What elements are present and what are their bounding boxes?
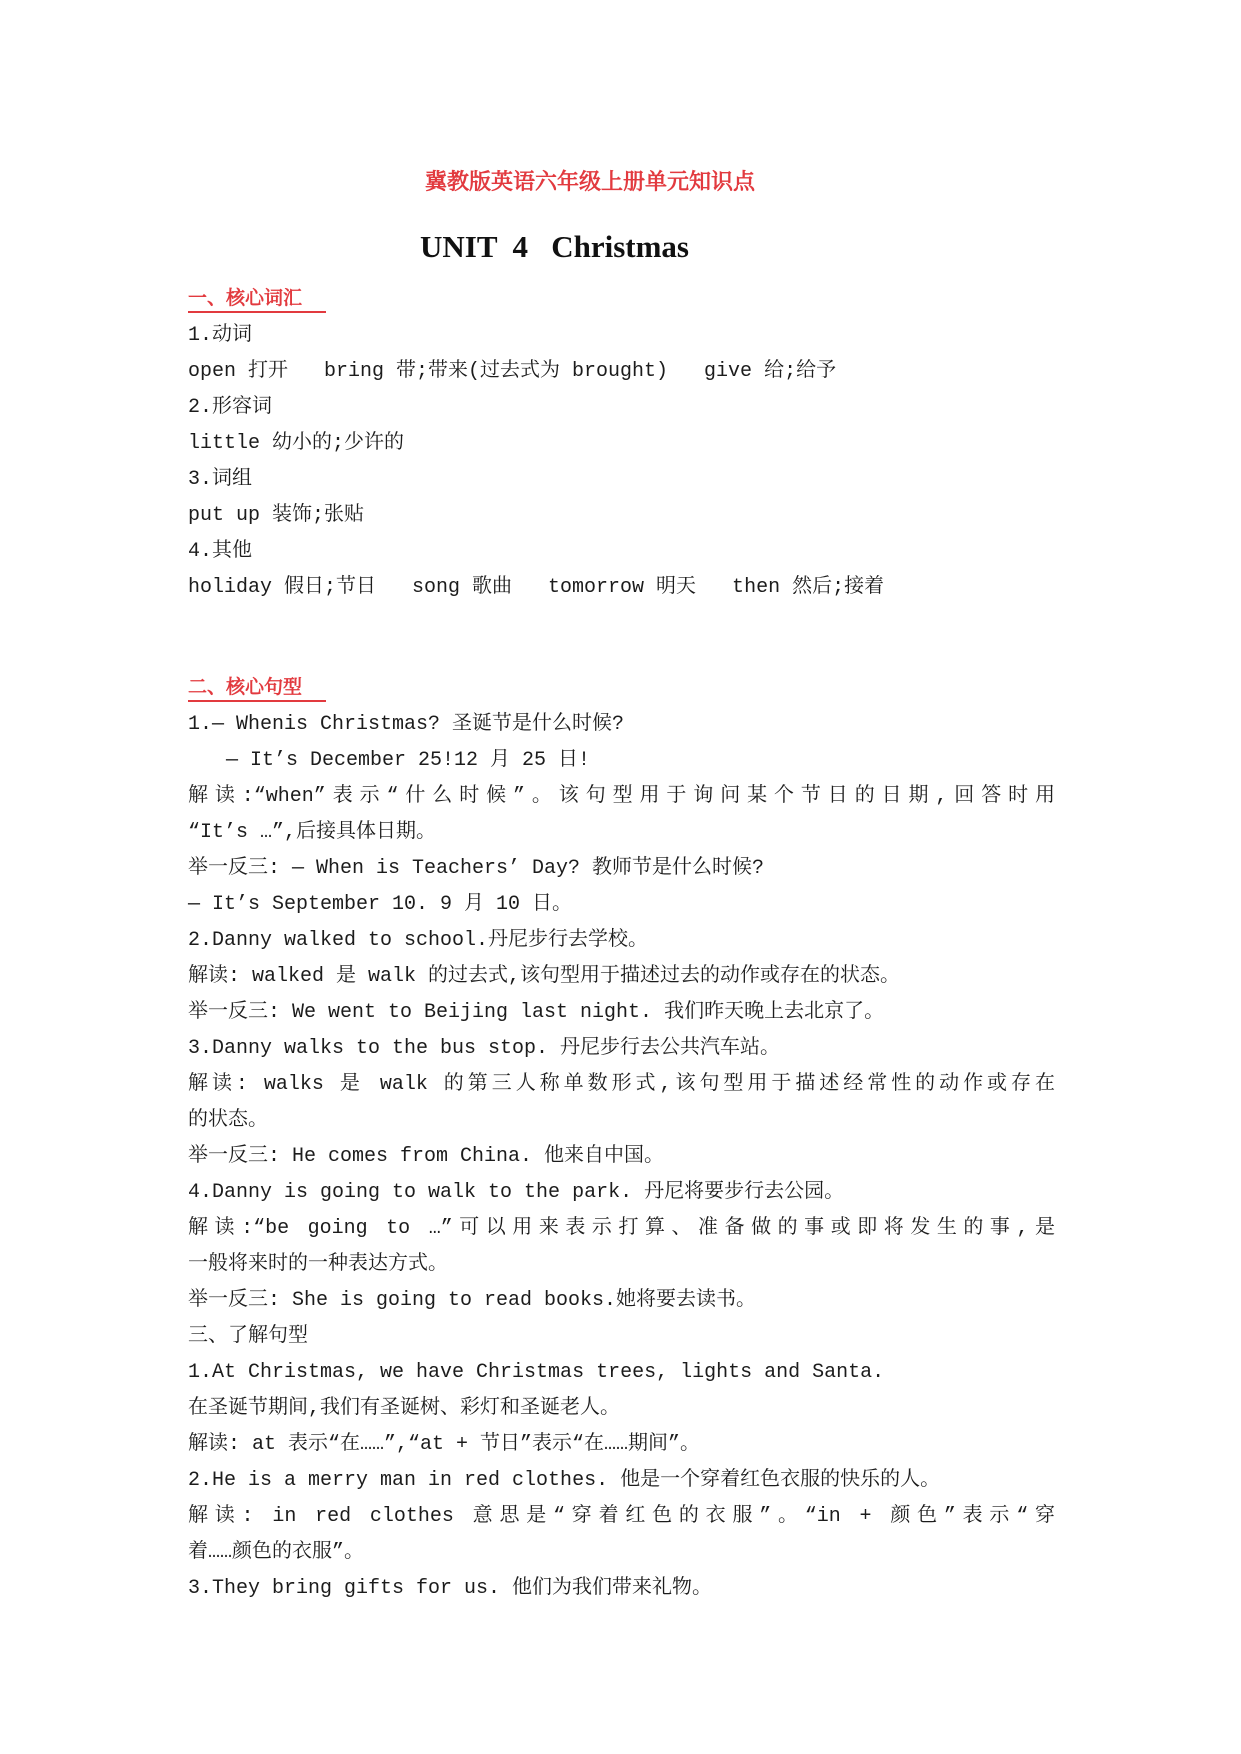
vocab-line: open 打开 bring 带;带来(过去式为 brought) give 给;给予 bbox=[188, 360, 837, 383]
pattern-line: 举一反三: We went to Beijing last night. 我们昨天晚上去北京了。 bbox=[188, 1001, 885, 1024]
pattern-line: 的状态。 bbox=[188, 1109, 268, 1132]
pattern-line: — It’s December 25!12 月 25 日! bbox=[226, 749, 591, 772]
section-heading-patterns bbox=[188, 671, 1055, 707]
pattern-line: 解读: walked 是 walk 的过去式,该句型用于描述过去的动作或存在的状态。 bbox=[188, 965, 901, 988]
vocab-line: 4.其他 bbox=[188, 540, 253, 563]
pattern-line: 解读:“when”表示“什么时候”。该句型用于询问某个节日的日期,回答时用 bbox=[188, 785, 1055, 808]
section-heading-vocab-text: 一、核心词汇 bbox=[188, 285, 326, 313]
pattern-line: 4.Danny is going to walk to the park. 丹尼将要步行去公园。 bbox=[188, 1181, 845, 1204]
understand-line: 在圣诞节期间,我们有圣诞树、彩灯和圣诞老人。 bbox=[188, 1397, 621, 1420]
pattern-line: 2.Danny walked to school.丹尼步行去学校。 bbox=[188, 929, 649, 952]
understand-line: 1.At Christmas, we have Christmas trees, lights and Santa. bbox=[188, 1361, 885, 1384]
pattern-line: 举一反三: She is going to read books.她将要去读书。 bbox=[188, 1289, 757, 1312]
pattern-line: 举一反三: — When is Teachers’ Day? 教师节是什么时候? bbox=[188, 857, 765, 880]
pattern-line: 解读: walks 是 walk 的第三人称单数形式,该句型用于描述经常性的动作或存在 bbox=[188, 1073, 1055, 1096]
understand-line: 解读: in red clothes 意思是“穿着红色的衣服”。“in + 颜色”表示“穿 bbox=[188, 1505, 1055, 1528]
pattern-line: 一般将来时的一种表达方式。 bbox=[188, 1253, 448, 1276]
pattern-line: 解读:“be going to …”可以用来表示打算、准备做的事或即将发生的事,是 bbox=[188, 1217, 1055, 1240]
vocab-line: put up 装饰;张贴 bbox=[188, 504, 365, 527]
understand-line: 2.He is a merry man in red clothes. 他是一个穿着红色衣服的快乐的人。 bbox=[188, 1469, 941, 1492]
document-title: 冀教版英语六年级上册单元知识点 bbox=[425, 170, 756, 195]
pattern-line: 举一反三: He comes from China. 他来自中国。 bbox=[188, 1145, 665, 1168]
vocab-line: 2.形容词 bbox=[188, 396, 273, 419]
document-body bbox=[188, 282, 1055, 1607]
pattern-line: 1.— Whenis Christmas? 圣诞节是什么时候? bbox=[188, 713, 625, 736]
unit-title: UNIT 4 Christmas bbox=[420, 229, 689, 264]
vocab-line: 3.词组 bbox=[188, 468, 253, 491]
section-heading-vocab bbox=[188, 282, 1055, 318]
vocab-line: little 幼小的;少许的 bbox=[188, 432, 405, 455]
section-heading-understand: 三、了解句型 bbox=[188, 1325, 308, 1348]
pattern-line: “It’s …”,后接具体日期。 bbox=[188, 821, 437, 844]
vocab-line: holiday 假日;节日 song 歌曲 tomorrow 明天 then 然后;接着 bbox=[188, 576, 885, 599]
pattern-line: — It’s September 10. 9 月 10 日。 bbox=[188, 893, 573, 916]
vocab-line: 1.动词 bbox=[188, 324, 253, 347]
pattern-line: 3.Danny walks to the bus stop. 丹尼步行去公共汽车站。 bbox=[188, 1037, 781, 1060]
understand-line: 着……颜色的衣服”。 bbox=[188, 1541, 365, 1564]
understand-line: 3.They bring gifts for us. 他们为我们带来礼物。 bbox=[188, 1577, 713, 1600]
understand-line: 解读: at 表示“在……”,“at + 节日”表示“在……期间”。 bbox=[188, 1433, 701, 1456]
section-heading-patterns-text: 二、核心句型 bbox=[188, 674, 326, 702]
